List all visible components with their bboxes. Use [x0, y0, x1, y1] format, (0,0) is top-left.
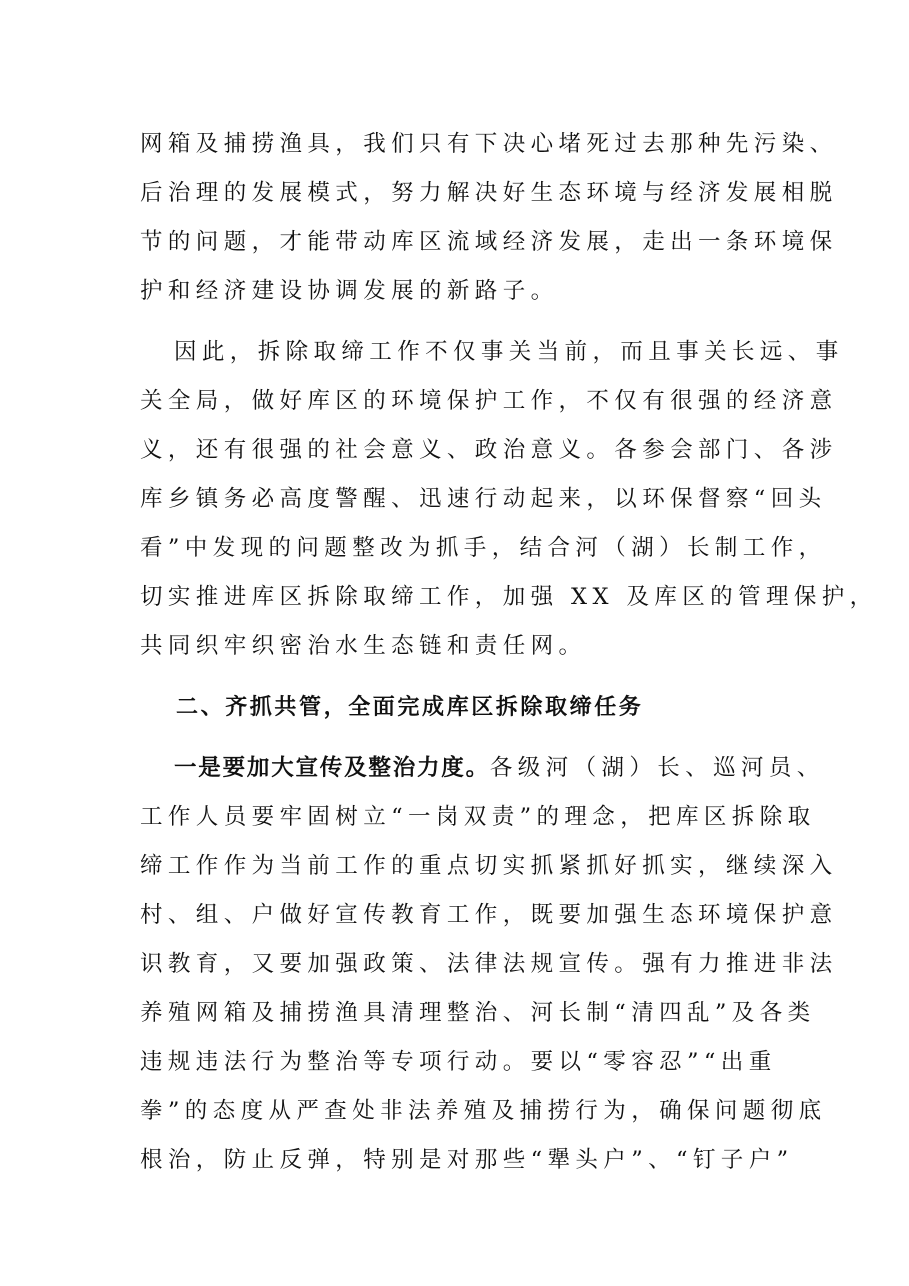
text-line: 义，还有很强的社会意义、政治意义。各参会部门、各涉 — [140, 437, 838, 463]
paragraph-publicity — [140, 744, 838, 1185]
text-line: 共同织牢织密治水生态链和责任网。 — [140, 633, 587, 659]
text-line: 村、组、户做好宣传教育工作，既要加强生态环境保护意 — [140, 902, 838, 928]
text-line: 节的问题，才能带动库区流域经济发展，走出一条环境保 — [140, 229, 838, 255]
text-line: 拳”的态度从严查处非法养殖及捕捞行为，确保问题彻底 — [140, 1098, 827, 1124]
text-line: 切实推进库区拆除取缔工作，加强 XX 及库区的管理保护， — [140, 584, 878, 610]
text-line: 库乡镇务必高度警醒、迅速行动起来，以环保督察“回头 — [140, 486, 827, 512]
paragraph-lead-rest: 各级河（湖）长、巡河员、 — [489, 755, 825, 781]
paragraph-lead: 一是要加大宣传及整治力度。 — [174, 755, 490, 781]
text-line: 网箱及捕捞渔具，我们只有下决心堵死过去那种先污染、 — [140, 131, 838, 157]
text-line: 看”中发现的问题整改为抓手，结合河（湖）长制工作， — [140, 535, 827, 561]
text-line: 养殖网箱及捕捞渔具清理整治、河长制“清四乱”及各类 — [140, 1000, 816, 1026]
paragraph-significance — [140, 328, 878, 671]
text-line: 因此，拆除取缔工作不仅事关当前，而且事关长远、事 — [174, 339, 844, 365]
text-line: 工作人员要牢固树立“一岗双责”的理念，把库区拆除取 — [140, 804, 816, 830]
text-line: 违规违法行为整治等专项行动。要以“零容忍”“出重 — [140, 1049, 777, 1075]
paragraph-continuation — [140, 120, 838, 316]
document-body — [140, 120, 878, 1185]
paragraph-gap — [140, 671, 780, 683]
text-line: 护和经济建设协调发展的新路子。 — [140, 278, 559, 304]
paragraph-gap — [140, 732, 780, 744]
text-line: 后治理的发展模式，努力解决好生态环境与经济发展相脱 — [140, 180, 838, 206]
paragraph-gap — [140, 316, 780, 328]
text-line: 根治，防止反弹，特别是对那些“犟头户”、“钉子户” — [140, 1147, 794, 1173]
text-line: 缔工作作为当前工作的重点切实抓紧抓好抓实，继续深入 — [140, 853, 838, 879]
text-line: 关全局，做好库区的环境保护工作，不仅有很强的经济意 — [140, 388, 838, 414]
section-heading: 二、齐抓共管，全面完成库区拆除取缔任务 — [176, 695, 644, 720]
text-line-first — [140, 744, 825, 793]
text-line: 识教育，又要加强政策、法律法规宣传。强有力推进非法 — [140, 951, 838, 977]
